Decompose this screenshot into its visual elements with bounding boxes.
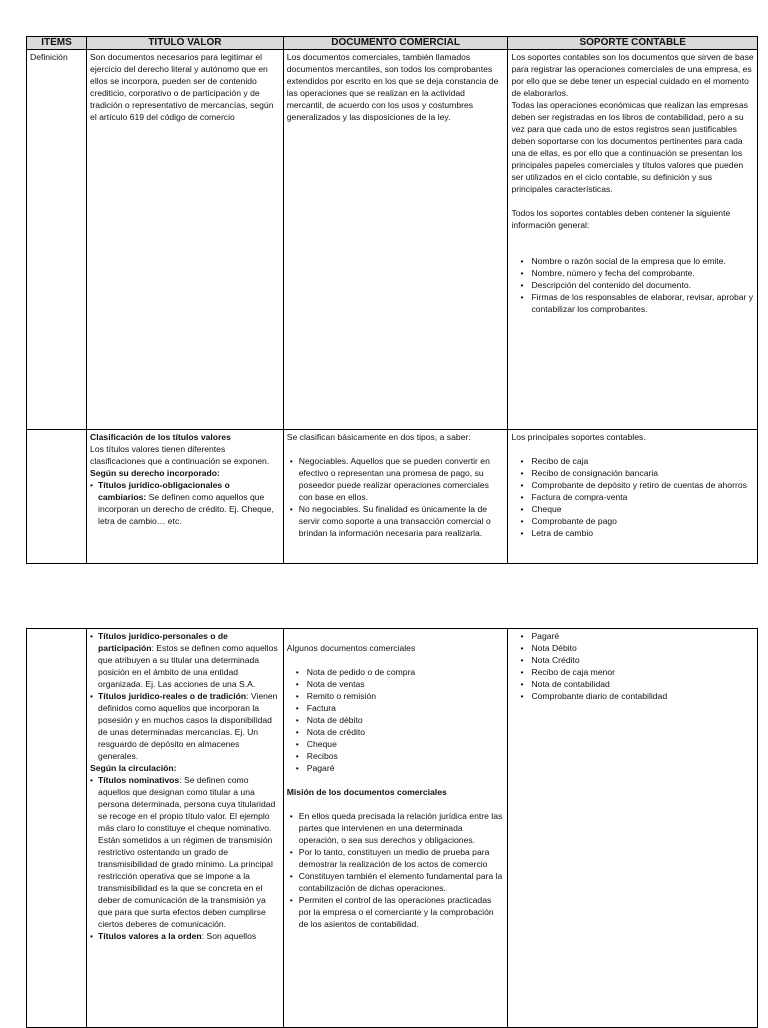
documento-tipos-list <box>287 455 505 539</box>
item-label-empty <box>27 430 87 564</box>
table-header-row <box>27 37 758 50</box>
item-label: Definición <box>27 50 87 430</box>
list-item <box>90 930 280 942</box>
list-item <box>90 690 280 762</box>
header-documento-comercial: DOCUMENTO COMERCIAL <box>283 37 508 50</box>
list-item: • Comprobante de pago <box>511 515 754 527</box>
clasificacion-subheading: Según su derecho incorporado: <box>90 468 220 478</box>
list-item <box>90 630 280 690</box>
list-item: • Firmas de los responsables de elaborar, revisar, aprobar y contabilizar los comprobantes. <box>511 291 754 315</box>
soporte-clasificacion <box>508 430 758 564</box>
soporte-intro: Los principales soportes contables. <box>511 432 646 442</box>
soporte-principales-list <box>511 455 754 539</box>
soporte-paragraph: Los soportes contables son los documentos que sirven de base para registrar las operaciones comerciales de una empresa, es por ello que se debe tener un especial cuidado en el momento de elaborarlos. <box>511 52 754 98</box>
documentos-list <box>287 666 505 774</box>
item-text: Se definen como aquellos que incorporan un derecho de crédito. Ej. Cheque, letra de cambio… etc. <box>98 492 274 526</box>
list-item: • Factura de compra-venta <box>511 491 754 503</box>
list-item: • Recibo de consignación bancaria <box>511 467 754 479</box>
item-text: : Estos se definen como aquellos que atribuyen a su titular una determinada posición en el ámbito de una entidad organizada. Ej. Las acciones de una S.A. <box>98 643 278 689</box>
list-item: • Constituyen también el elemento fundamental para la contabilización de dichas operaciones. <box>287 870 505 894</box>
list-item: • Nota de ventas <box>287 678 505 690</box>
list-item: • Nombre, número y fecha del comprobante. <box>511 267 754 279</box>
mision-list <box>287 810 505 930</box>
item-term: Títulos valores a la orden <box>98 931 202 941</box>
item-text: : Son aquellos <box>201 931 257 941</box>
header-soporte-contable: SOPORTE CONTABLE <box>508 37 758 50</box>
comparison-table-top <box>26 36 758 564</box>
titulo-definicion: Son documentos necesarios para legitimar el ejercicio del derecho literal y autónomo que en ellos se incorpora, pueden ser de contenido crediticio, corporativo o de participación y de tradición o representativo de mercancías, según el artículo 619 del código de comercio <box>87 50 284 430</box>
soporte-continued <box>508 629 758 1028</box>
list-item: • Permiten el control de las operaciones practicadas por la empresa o el comerciante y la comprobación de los asientos de contabilidad. <box>287 894 505 930</box>
soporte-paragraph: Todas las operaciones económicas que realizan las empresas deben ser registradas en los libros de contabilidad, pero a su vez para que cada uno de estos registros sean justificables deben soportarse con los documentos pertinentes para cada una de ellas, es por ello que a continuación se presentan los principales papeles comerciales y títulos valores que pueden ser utilizados en el ciclo contable, su definición y sus principales características. <box>511 100 748 194</box>
documento-continued <box>283 629 508 1028</box>
clasificacion-intro: Los títulos valores tienen diferentes clasificaciones que a continuación se exponen. <box>90 444 270 466</box>
comparison-table-continued <box>26 628 758 1028</box>
list-item: • Nota Crédito <box>511 654 754 666</box>
circulacion-list <box>90 774 280 942</box>
list-item <box>90 774 280 930</box>
table-row-continued <box>27 629 758 1028</box>
list-item: • Nota de pedido o de compra <box>287 666 505 678</box>
documento-intro: Se clasifican básicamente en dos tipos, a saber: <box>286 432 471 442</box>
documento-clasificacion <box>283 430 508 564</box>
list-item: • Recibo de caja menor <box>511 666 754 678</box>
list-item: • Por lo tanto, constituyen un medio de prueba para demostrar la realización de los actos de comercio <box>287 846 505 870</box>
list-item: • Recibo de caja <box>511 455 754 467</box>
list-item: • Nota de contabilidad <box>511 678 754 690</box>
item-text: : Se definen como aquellos que designan como titular a una persona determinada, persona cuya titularidad se recoge en el propio título valor. El ejemplo más claro lo constituye el cheque nominativo. Están sometidos a un régimen de transmisión restrictivo ostentando un grado de transmisibilidad de grado mínimo. La principal restricción operativa que se impone a la transmisibilidad es la que se concreta en el deber de comunicación de la transmisión ya que para que surta efectos deben cumplirse ciertos deberes de comunicación. <box>98 775 276 929</box>
item-label-empty <box>27 629 87 1028</box>
header-titulo-valor: TITULO VALOR <box>87 37 284 50</box>
item-term: Títulos nominativos <box>98 775 180 785</box>
list-item: • Negociables. Aquellos que se pueden convertir en efectivo o representan una promesa de pago, su poseedor puede realizar operaciones comerciales con base en ellos. <box>287 455 505 503</box>
list-item: • Nota Débito <box>511 642 754 654</box>
list-item: • Cheque <box>287 738 505 750</box>
table-row-definicion <box>27 50 758 430</box>
list-item: • Comprobante de depósito y retiro de cuentas de ahorros <box>511 479 754 491</box>
list-item: • Descripción del contenido del documento. <box>511 279 754 291</box>
list-item: • Pagaré <box>287 762 505 774</box>
soporte-definicion <box>508 50 758 430</box>
list-item: • Pagaré <box>511 630 754 642</box>
item-text: : Vienen definidos como aquellos que incorporan la posesión y en muchos casos la disponibilidad de unas determinadas mercancías. Ej. Un resguardo de depósito en almacenes generales. <box>98 691 278 761</box>
clasificacion-heading: Clasificación de los títulos valores <box>90 432 231 442</box>
list-item: • Comprobante diario de contabilidad <box>511 690 754 702</box>
circulacion-subheading: Según la circulación: <box>90 763 177 773</box>
list-item: • Nota de débito <box>287 714 505 726</box>
list-item <box>90 479 280 527</box>
titulo-continued <box>87 629 284 1028</box>
list-item: • Factura <box>287 702 505 714</box>
list-item: • Nota de crédito <box>287 726 505 738</box>
titulo-clasificacion <box>87 430 284 564</box>
list-item: • En ellos queda precisada la relación jurídica entre las partes que intervienen en una determinada operación, o sea sus derechos y obligaciones. <box>287 810 505 846</box>
list-item: • Letra de cambio <box>511 527 754 539</box>
list-item: • Cheque <box>511 503 754 515</box>
table-row-clasificacion <box>27 430 758 564</box>
list-item: • Remito o remisión <box>287 690 505 702</box>
list-item: • Recibos <box>287 750 505 762</box>
item-term: Títulos jurídico-obligacionales o cambiarios: <box>98 480 230 502</box>
list-item: • No negociables. Su finalidad es únicamente la de servir como soporte a una transacción comercial o brindan la información necesaria para realizarla. <box>287 503 505 539</box>
soporte-info-list <box>511 255 754 315</box>
header-items: ITEMS <box>27 37 87 50</box>
item-term: Títulos jurídico-personales o de participación <box>98 631 228 653</box>
documento-definicion: Los documentos comerciales, también llamados documentos mercantiles, son todos los comprobantes extendidos por escrito en los que se deja constancia de las operaciones que se realizan en la actividad mercantil, de acuerdo con los usos y costumbres generalizados y las disposiciones de la ley. <box>283 50 508 430</box>
documento-intro: Algunos documentos comerciales <box>286 643 416 653</box>
soporte-paragraph: Todos los soportes contables deben contener la siguiente información general: <box>511 208 731 230</box>
soporte-more-list <box>511 630 754 702</box>
titulo-types-list <box>90 630 280 762</box>
list-item: • Nombre o razón social de la empresa que lo emite. <box>511 255 754 267</box>
clasificacion-list <box>90 479 280 527</box>
mision-heading: Misión de los documentos comerciales <box>286 787 447 797</box>
item-term: Títulos jurídico-reales o de tradición <box>98 691 247 701</box>
